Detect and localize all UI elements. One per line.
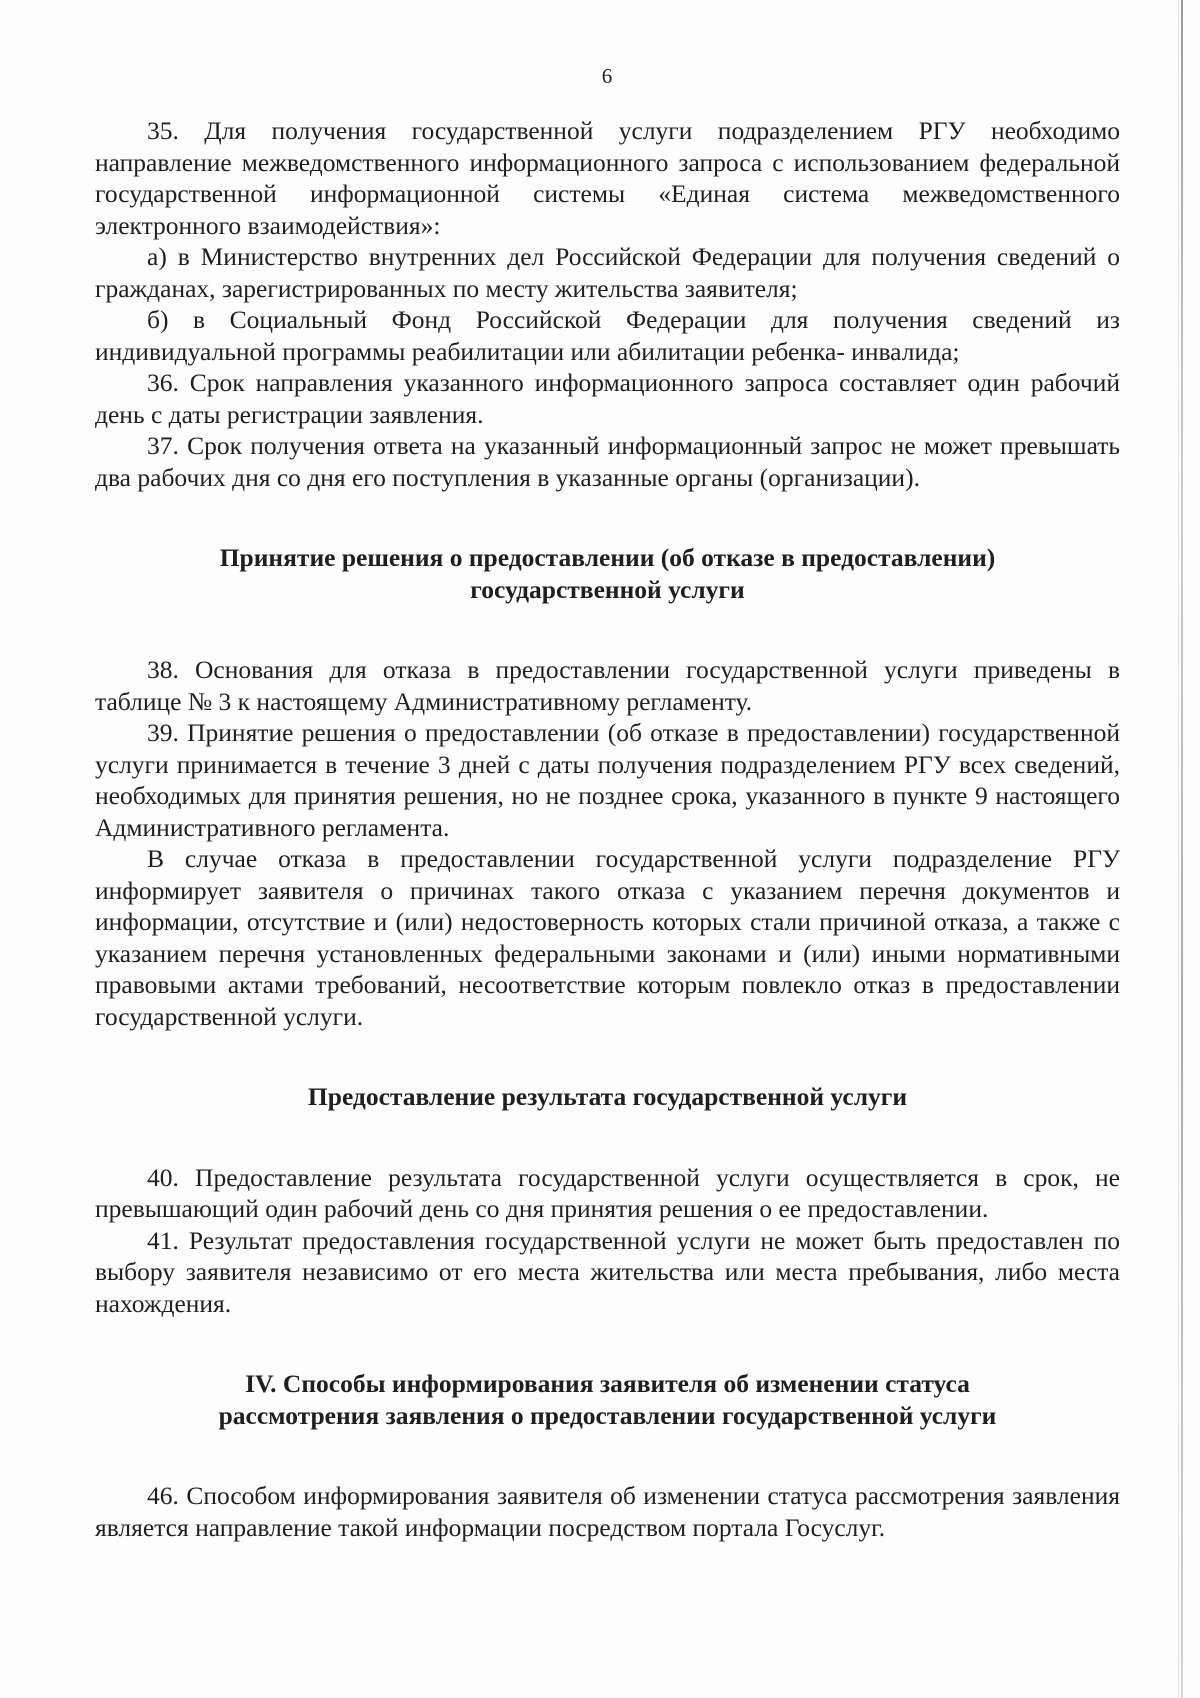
heading-line: государственной услуги — [470, 574, 745, 604]
heading-line: Принятие решения о предоставлении (об отказе в предоставлении) — [219, 543, 996, 572]
paragraph-35b: б) в Социальный Фонд Российской Федерации для получения сведений из индивидуальной программы реабилитации или абилитации ребенка- инвалида; — [95, 305, 1120, 366]
paragraph-35: 35. Для получения государственной услуги подразделением РГУ необходимо направление межведомственного информационного запроса с использованием федеральной государственной информационной системы «Единая система межведомственного электронного взаимодействия»: — [95, 116, 1120, 240]
paragraph-40: 40. Предоставление результата государственной услуги осуществляется в срок, не превышающий один рабочий день со дня принятия решения о ее предоставлении. — [95, 1162, 1120, 1223]
heading-line: рассмотрения заявления о предоставлении государственной услуги — [218, 1400, 997, 1430]
paragraph-37: 37. Срок получения ответа на указанный информационный запрос не может превышать два рабочих дня со дня его поступления в указанные органы (организации). — [95, 431, 1120, 492]
scan-edge-line — [1181, 0, 1183, 1698]
paragraph-36: 36. Срок направления указанного информационного запроса составляет один рабочий день с даты регистрации заявления. — [95, 368, 1120, 429]
section-heading-decision — [95, 542, 1120, 605]
page-number: 6 — [601, 64, 613, 88]
paragraph-refusal: В случае отказа в предоставлении государственной услуги подразделение РГУ информирует заявителя о причинах такого отказа с указанием перечня документов и информации, отсутствие и (или) недостоверность которых стали причиной отказа, а также с указанием перечня установленных федеральными законами и (или) иными нормативными правовыми актами требований, несоответствие которым повлекло отказ в предоставлении государственной услуги. — [95, 844, 1120, 1031]
paragraph-46: 46. Способом информирования заявителя об изменении статуса рассмотрения заявления является направление такой информации посредством портала Госуслуг. — [95, 1481, 1120, 1542]
heading-line: Предоставление результата государственной услуги — [307, 1082, 908, 1111]
paragraph-41: 41. Результат предоставления государственной услуги не может быть предоставлен по выбору заявителя независимо от его места жительства или места пребывания, либо места нахождения. — [95, 1225, 1120, 1318]
scan-edge-shadow — [1178, 0, 1179, 1698]
paragraph-38: 38. Основания для отказа в предоставлении государственной услуги приведены в таблице № 3 к настоящему Административному регламенту. — [95, 655, 1120, 716]
paragraph-39: 39. Принятие решения о предоставлении (об отказе в предоставлении) государственной услуги принимается в течение 3 дней с даты получения подразделением РГУ всех сведений, необходимых для принятия решения, но не позднее срока, указанного в пункте 9 настоящего Административного регламента. — [95, 718, 1120, 842]
paragraph-35a: а) в Министерство внутренних дел Российской Федерации для получения сведений о гражданах, зарегистрированных по месту жительства заявителя; — [95, 242, 1120, 303]
section-heading-result — [95, 1081, 1120, 1113]
heading-line: IV. Способы информирования заявителя об изменении статуса — [245, 1369, 970, 1398]
document-body — [95, 115, 1120, 1543]
section-heading-iv — [95, 1368, 1120, 1431]
